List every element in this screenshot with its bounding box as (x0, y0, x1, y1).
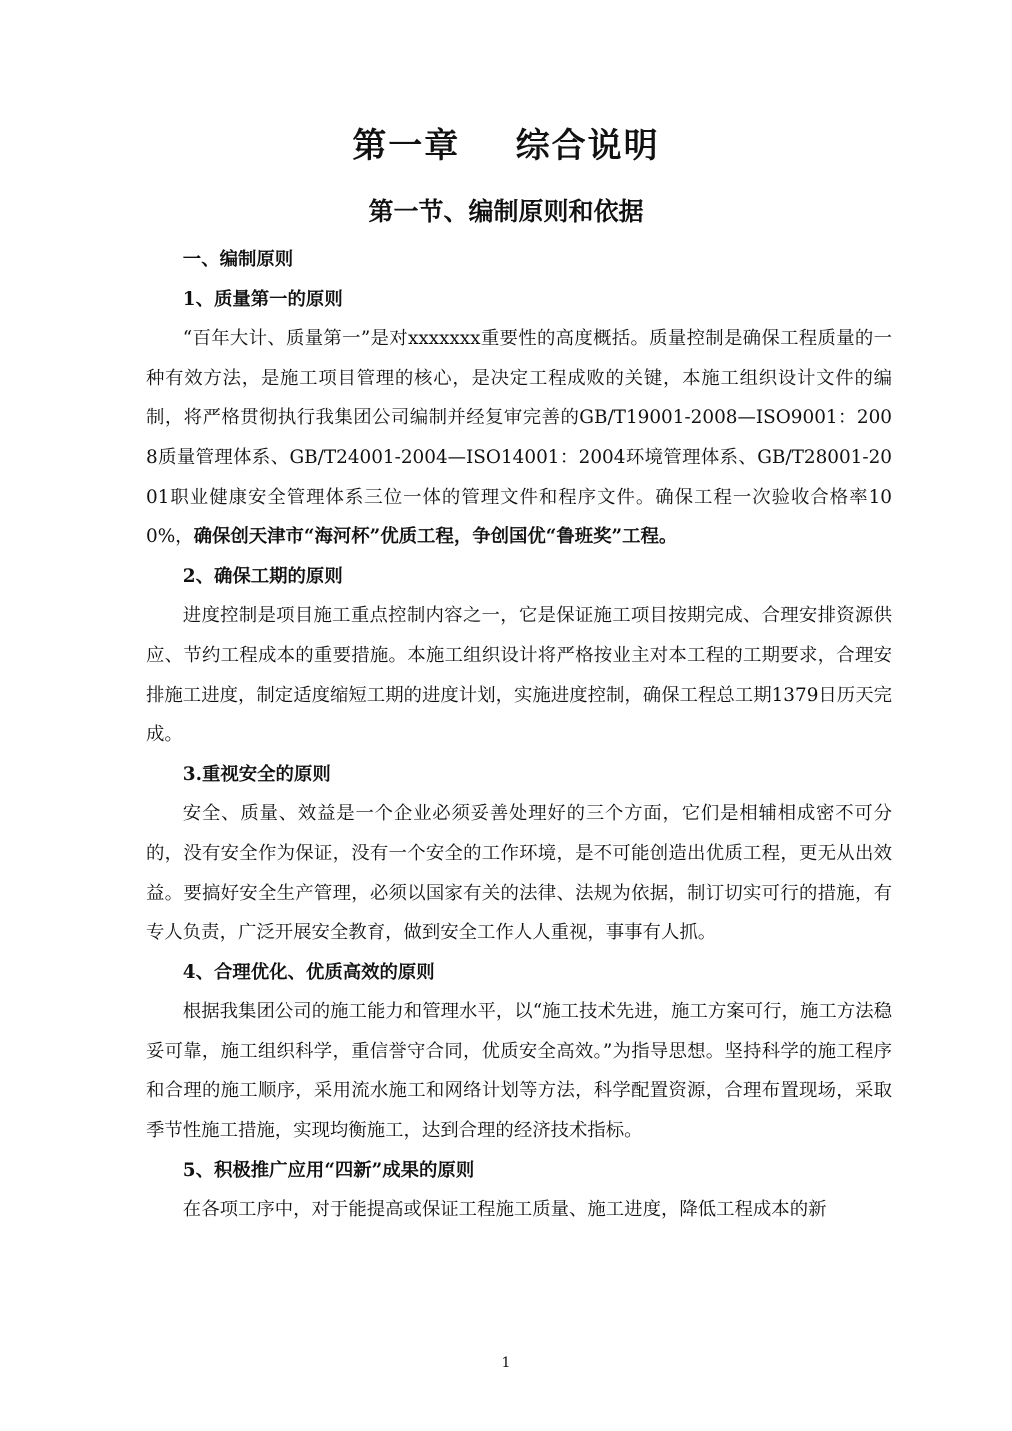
paragraph-quality-first (146, 319, 892, 557)
heading-compilation-principles: 一、编制原则 (182, 249, 294, 270)
page-number: 1 (501, 1355, 511, 1371)
paragraph-quality-first-bold-text: 确保创天津市“海河杯”优质工程，争创国优“鲁班奖”工程。 (193, 526, 678, 548)
section-title: 第一节、编制原则和依据 (368, 197, 644, 226)
heading-schedule: 2、确保工期的原则 (182, 565, 343, 587)
paragraph-optimization: 根据我集团公司的施工能力和管理水平，以“施工技术先进，施工方案可行，施工方法稳妥可靠，施工组织科学，重信誉守合同，优质安全高效。”为指导思想。坚持科学的施工程序和合理的施工顺序，采用流水施工和网络计划等方法，科学配置资源，合理布置现场，采取季节性施工措施，实现均衡施工，达到合理的经济技术指标。 (146, 1001, 892, 1142)
heading-safety: 3.重视安全的原则 (182, 763, 331, 785)
paragraph-quality-first-text: “百年大计、质量第一”是对xxxxxxx重要性的高度概括。质量控制是确保工程质量的一种有效方法，是施工项目管理的核心，是决定工程成败的关键，本施工组织设计文件的编制，将严格贯彻执行我集团公司编制并经复审完善的GB/T19001-2008—ISO9001：2008质量管理体系、GB/T24001-2004—ISO14001：2004环境管理体系、GB/T28001-2001职业健康安全管理体系三位一体的管理文件和程序文件。确保工程一次验收合格率100%， (146, 328, 892, 548)
chapter-title: 第一章 综合说明 (352, 126, 660, 166)
heading-optimization: 4、合理优化、优质高效的原则 (182, 961, 435, 983)
document-body (146, 240, 892, 1230)
heading-four-new: 5、积极推广应用“四新”成果的原则 (182, 1159, 475, 1181)
paragraph-safety: 安全、质量、效益是一个企业必须妥善处理好的三个方面，它们是相辅相成密不可分的，没有安全作为保证，没有一个安全的工作环境，是不可能创造出优质工程，更无从出效益。要搞好安全生产管理，必须以国家有关的法律、法规为依据，制订切实可行的措施，有专人负责，广泛开展安全教育，做到安全工作人人重视，事事有人抓。 (146, 803, 892, 944)
paragraph-schedule: 进度控制是项目施工重点控制内容之一，它是保证施工项目按期完成、合理安排资源供应、节约工程成本的重要措施。本施工组织设计将严格按业主对本工程的工期要求，合理安排施工进度，制定适度缩短工期的进度计划，实施进度控制，确保工程总工期1379日历天完成。 (146, 605, 892, 746)
paragraph-four-new: 在各项工序中，对于能提高或保证工程施工质量、施工进度，降低工程成本的新 (182, 1199, 827, 1221)
heading-quality-first: 1、质量第一的原则 (182, 288, 343, 310)
